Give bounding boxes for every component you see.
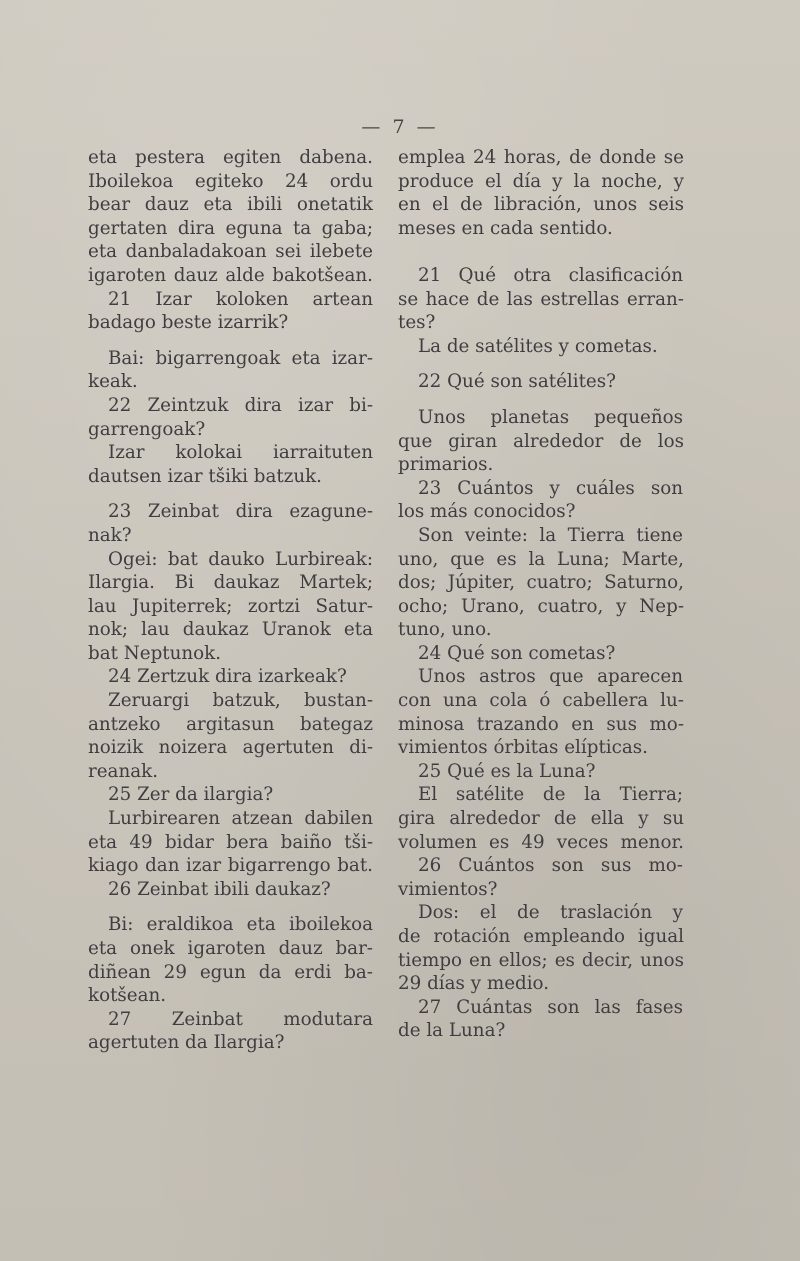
question-line: 26 Zeinbat ibili daukaz? <box>108 878 331 900</box>
text-line: de la Luna? <box>398 1020 506 1042</box>
text-line: ocho; Urano, cuatro, y Nep- <box>398 595 684 617</box>
answer-line: El satélite de la Tierra; <box>418 784 683 806</box>
text-line: uno, que es la Luna; Marte, <box>398 548 684 570</box>
text-line: que giran alrededor de los <box>398 430 684 452</box>
question-line: 23 Cuántos y cuáles son <box>418 477 683 499</box>
answer-line: Unos planetas pequeños <box>418 406 683 428</box>
text-line: minosa trazando en sus mo- <box>398 713 684 735</box>
text-line: bat Neptunok. <box>88 642 222 664</box>
question-line: 27 Zeinbat modutara <box>108 1008 373 1030</box>
text-line: eta 49 bidar bera baiño tši- <box>88 831 373 853</box>
text-line: dautsen izar tšiki batzuk. <box>88 465 322 487</box>
text-line: tuno, uno. <box>398 619 492 641</box>
left-column-basque <box>88 146 373 1055</box>
text-line: meses en cada sentido. <box>398 217 613 239</box>
text-line: bear dauz eta ibili onetatik <box>88 194 373 216</box>
answer-line: Unos astros que aparecen <box>418 666 683 688</box>
text-line: lau Jupiterrek; zortzi Satur- <box>88 595 373 617</box>
text-line: eta pestera egiten dabena. <box>88 147 373 168</box>
text-line: 29 días y medio. <box>398 973 550 995</box>
question-line: 26 Cuántos son sus mo- <box>418 855 683 877</box>
answer-line: Lurbirearen atzean dabilen <box>108 808 373 830</box>
text-line: antzeko argitasun bategaz <box>88 713 373 735</box>
question-line: 27 Cuántas son las fases <box>418 996 683 1018</box>
text-line: kotšean. <box>88 985 167 1007</box>
answer-line: Son veinte: la Tierra tiene <box>418 524 683 546</box>
text-line: eta danbaladakoan sei ilebete <box>88 241 373 263</box>
question-line: 25 Zer da ilargia? <box>108 784 274 806</box>
text-line: emplea 24 horas, de donde se <box>398 147 684 168</box>
text-line: noizik noizera agertuten di- <box>88 737 373 759</box>
text-line: los más conocidos? <box>398 501 576 523</box>
page-number: — 7 — <box>361 116 439 138</box>
question-line: 22 Zeintzuk dira izar bi- <box>108 394 373 416</box>
text-line: en el de libración, unos seis <box>398 194 684 216</box>
answer-line: Dos: el de traslación y <box>418 902 683 924</box>
text-line: Ilargia. Bi daukaz Martek; <box>88 572 373 594</box>
text-line: tes? <box>398 312 436 334</box>
text-line: volumen es 49 veces menor. <box>398 831 684 853</box>
text-line: diñean 29 egun da erdi ba- <box>88 961 373 983</box>
text-line: kiago dan izar bigarrengo bat. <box>88 855 373 877</box>
text-line: agertuten da Ilargia? <box>88 1032 285 1054</box>
question-line: 23 Zeinbat dira ezagune- <box>108 501 373 523</box>
question-line: 24 Qué son cometas? <box>418 642 616 664</box>
text-line: tiempo en ellos; es decir, unos <box>398 949 684 971</box>
text-line: eta onek igaroten dauz bar- <box>88 938 373 959</box>
question-line: 22 Qué son satélites? <box>418 371 616 393</box>
text-line: keak. <box>88 371 138 393</box>
text-line: Iboilekoa egiteko 24 ordu <box>88 170 373 192</box>
text-line: produce el día y la noche, y <box>398 170 684 192</box>
answer-line: Bai: bigarrengoak eta izar- <box>108 347 373 369</box>
question-line: 21 Izar koloken artean <box>108 288 373 310</box>
text-line: primarios. <box>398 454 494 476</box>
answer-line: La de satélites y cometas. <box>418 335 658 357</box>
text-line: reanak. <box>88 760 159 782</box>
text-line: badago beste izarrik? <box>88 312 289 334</box>
text-line: de rotación empleando igual <box>398 926 684 947</box>
text-line: garrengoak? <box>88 418 206 440</box>
answer-line: Izar kolokai iarraituten <box>108 442 373 464</box>
text-line: nok; lau daukaz Uranok eta <box>88 619 373 641</box>
answer-line: Bi: eraldikoa eta iboilekoa <box>108 914 373 936</box>
question-line: 24 Zertzuk dira izarkeak? <box>108 666 347 688</box>
answer-line: Zeruargi batzuk, bustan- <box>108 690 373 712</box>
text-line: con una cola ó cabellera lu- <box>398 690 684 712</box>
text-line: vimientos órbitas elípticas. <box>398 737 648 759</box>
text-line: se hace de las estrellas erran- <box>398 288 684 310</box>
question-line: 21 Qué otra clasificación <box>418 264 683 286</box>
text-line: gira alrededor de ella y su <box>398 808 684 830</box>
question-line: 25 Qué es la Luna? <box>418 760 596 782</box>
text-line: igaroten dauz alde bakotšean. <box>88 264 373 286</box>
text-line: dos; Júpiter, cuatro; Saturno, <box>398 572 684 594</box>
right-column-spanish <box>398 146 684 1043</box>
text-line: vimientos? <box>398 878 498 900</box>
answer-line: Ogei: bat dauko Lurbireak: <box>108 548 373 570</box>
text-line: gertaten dira eguna ta gaba; <box>88 217 373 239</box>
text-line: nak? <box>88 524 132 546</box>
